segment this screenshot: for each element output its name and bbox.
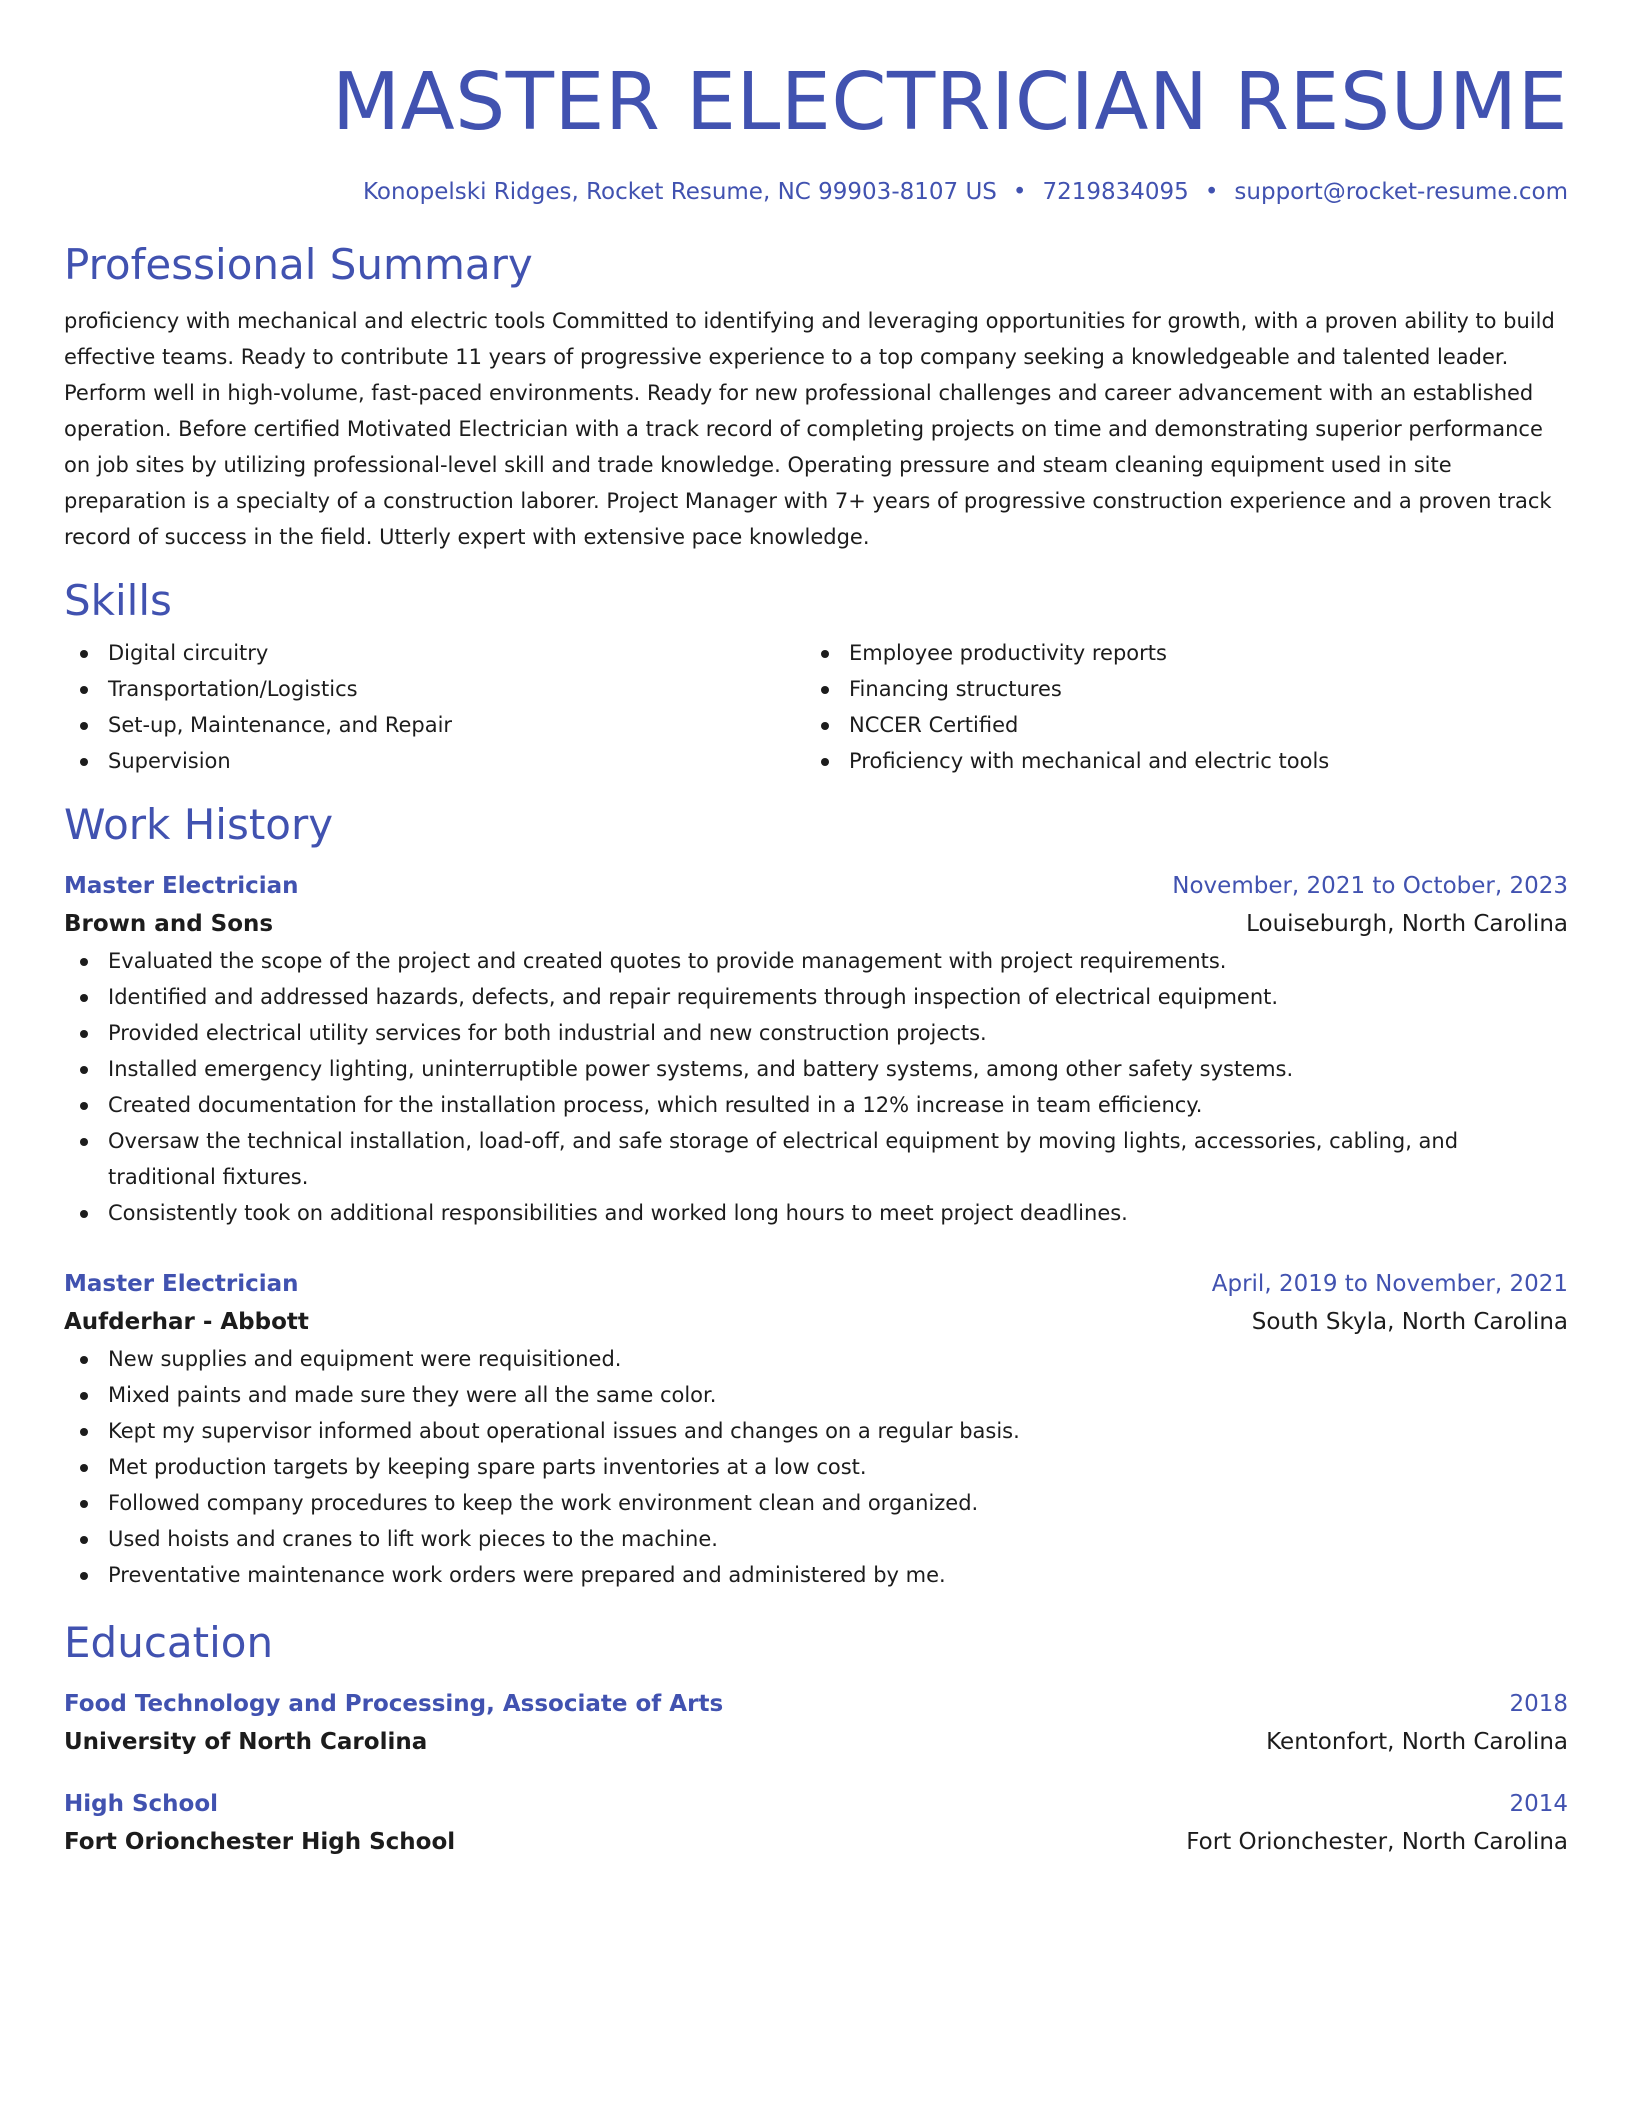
education-location: Kentonfort, North Carolina xyxy=(1266,1729,1568,1755)
job-subheader xyxy=(64,1303,1568,1341)
job-bullet: Created documentation for the installation process, which resulted in a 12% increase in team efficiency. xyxy=(64,1087,1568,1123)
job-subheader xyxy=(64,905,1568,943)
job-entry xyxy=(64,867,1568,1231)
bullet-icon xyxy=(80,958,88,966)
job-bullet: Installed emergency lighting, uninterruptible power systems, and battery systems, among other safety systems. xyxy=(64,1051,1568,1087)
job-company: Brown and Sons xyxy=(64,911,274,937)
education-subheader xyxy=(64,1723,1568,1761)
bullet-icon xyxy=(80,1536,88,1544)
bullet-icon xyxy=(821,650,829,658)
bullet-icon xyxy=(80,1030,88,1038)
education-subheader xyxy=(64,1823,1568,1861)
skill-item: Set-up, Maintenance, and Repair xyxy=(64,707,805,743)
bullet-icon xyxy=(80,1392,88,1400)
bullet-icon xyxy=(80,650,88,658)
job-bullet: Mixed paints and made sure they were all the same color. xyxy=(64,1377,1568,1413)
contact-line xyxy=(64,177,1568,207)
job-role: Master Electrician xyxy=(64,1271,299,1297)
job-bullet: Evaluated the scope of the project and created quotes to provide management with project requirements. xyxy=(64,943,1568,979)
summary-heading: Professional Summary xyxy=(64,240,533,289)
job-header xyxy=(64,1265,1568,1303)
job-company: Aufderhar - Abbott xyxy=(64,1309,309,1335)
bullet-icon xyxy=(80,1500,88,1508)
contact-phone: 7219834095 xyxy=(1042,179,1189,205)
bullet-icon xyxy=(821,758,829,766)
bullet-icon xyxy=(821,722,829,730)
skills-list xyxy=(64,635,1568,779)
education-entry xyxy=(64,1785,1568,1861)
contact-separator: • xyxy=(1012,179,1027,205)
education-header xyxy=(64,1685,1568,1723)
job-bullet: Used hoists and cranes to lift work pieces to the machine. xyxy=(64,1521,1568,1557)
skill-item: Supervision xyxy=(64,743,805,779)
job-bullet: Identified and addressed hazards, defects, and repair requirements through inspection of electrical equipment. xyxy=(64,979,1568,1015)
bullet-icon xyxy=(80,1138,88,1146)
education-entry xyxy=(64,1685,1568,1761)
bullet-icon xyxy=(80,686,88,694)
work-history-heading: Work History xyxy=(64,800,334,849)
skill-item: Financing structures xyxy=(805,671,1568,707)
education-year: 2014 xyxy=(1509,1791,1568,1817)
bullet-icon xyxy=(80,758,88,766)
education-header xyxy=(64,1785,1568,1823)
bullet-icon xyxy=(80,1428,88,1436)
job-bullet: Followed company procedures to keep the work environment clean and organized. xyxy=(64,1485,1568,1521)
job-location: South Skyla, North Carolina xyxy=(1251,1309,1568,1335)
summary-text: proficiency with mechanical and electric tools Committed to identifying and leveraging opportunities for growth, with a proven ability to build effective teams. Ready to contribute 11 years of progressive experience to a top company seeking a knowledgeable and talented leader. Perform well in high-volume, fast-paced environments. Ready for new professional challenges and career advancement with an established operation. Before certified Motivated Electrician with a track record of completing projects on time and demonstrating superior performance on job sites by utilizing professional-level skill and trade knowledge. Operating pressure and steam cleaning equipment used in site preparation is a specialty of a construction laborer. Project Manager with 7+ years of progressive construction experience and a proven track record of success in the field. Utterly expert with extensive pace knowledge. xyxy=(64,309,1555,549)
bullet-icon xyxy=(80,994,88,1002)
bullet-icon xyxy=(80,1356,88,1364)
resume-title: MASTER ELECTRICIAN RESUME xyxy=(331,56,1568,148)
job-bullets xyxy=(64,943,1568,1231)
job-bullet: Oversaw the technical installation, load-off, and safe storage of electrical equipment by moving lights, accessories, cabling, and traditional fixtures. xyxy=(64,1123,1568,1195)
job-bullets xyxy=(64,1341,1568,1593)
bullet-icon xyxy=(80,1572,88,1580)
bullet-icon xyxy=(821,686,829,694)
skills-column-left xyxy=(64,635,805,779)
education-school: University of North Carolina xyxy=(64,1729,428,1755)
contact-separator: • xyxy=(1204,179,1219,205)
skills-heading: Skills xyxy=(64,576,172,625)
skill-item: Transportation/Logistics xyxy=(64,671,805,707)
job-bullet: Kept my supervisor informed about operational issues and changes on a regular basis. xyxy=(64,1413,1568,1449)
skill-item: Proficiency with mechanical and electric tools xyxy=(805,743,1568,779)
job-bullet: New supplies and equipment were requisitioned. xyxy=(64,1341,1568,1377)
job-dates: November, 2021 to October, 2023 xyxy=(1172,873,1568,899)
skill-item: Digital circuitry xyxy=(64,635,805,671)
job-dates: April, 2019 to November, 2021 xyxy=(1211,1271,1568,1297)
contact-address: Konopelski Ridges, Rocket Resume, NC 99903-8107 US xyxy=(362,179,997,205)
education-year: 2018 xyxy=(1509,1691,1568,1717)
job-entry xyxy=(64,1265,1568,1593)
bullet-icon xyxy=(80,1066,88,1074)
skill-item: Employee productivity reports xyxy=(805,635,1568,671)
education-degree: Food Technology and Processing, Associate of Arts xyxy=(64,1691,724,1717)
education-heading: Education xyxy=(64,1618,274,1667)
job-location: Louiseburgh, North Carolina xyxy=(1246,911,1568,937)
bullet-icon xyxy=(80,722,88,730)
job-role: Master Electrician xyxy=(64,873,299,899)
job-header xyxy=(64,867,1568,905)
education-school: Fort Orionchester High School xyxy=(64,1829,456,1855)
skills-column-right xyxy=(805,635,1568,779)
bullet-icon xyxy=(80,1102,88,1110)
contact-email: support@rocket-resume.com xyxy=(1234,179,1568,205)
job-bullet: Consistently took on additional responsibilities and worked long hours to meet project deadlines. xyxy=(64,1195,1568,1231)
education-degree: High School xyxy=(64,1791,219,1817)
education-location: Fort Orionchester, North Carolina xyxy=(1186,1829,1568,1855)
job-bullet: Provided electrical utility services for both industrial and new construction projects. xyxy=(64,1015,1568,1051)
bullet-icon xyxy=(80,1464,88,1472)
skill-item: NCCER Certified xyxy=(805,707,1568,743)
job-bullet: Preventative maintenance work orders were prepared and administered by me. xyxy=(64,1557,1568,1593)
job-bullet: Met production targets by keeping spare parts inventories at a low cost. xyxy=(64,1449,1568,1485)
bullet-icon xyxy=(80,1210,88,1218)
